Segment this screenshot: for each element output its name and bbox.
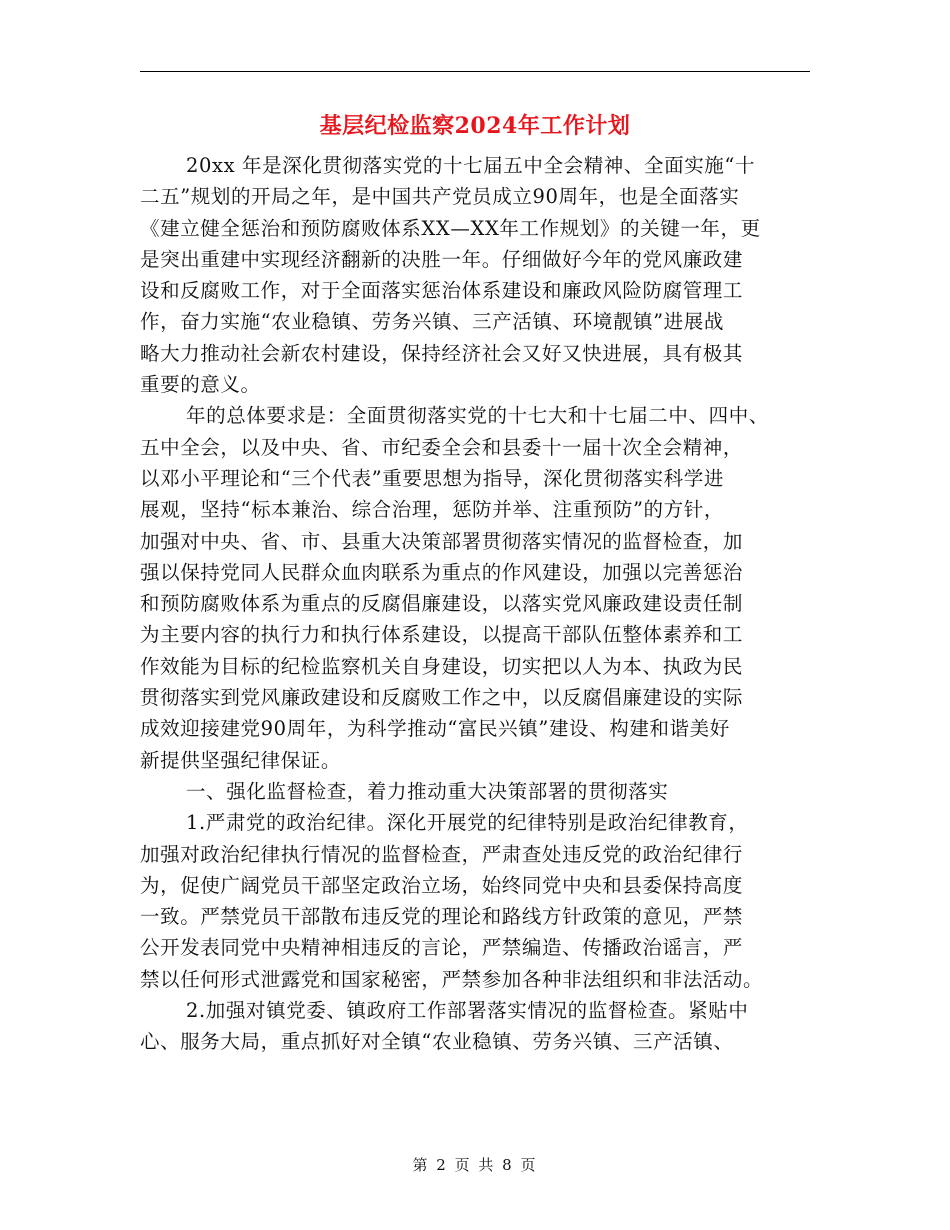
body-line: 展观，坚持“标本兼治、综合治理，惩防并举、注重预防”的方针，: [140, 498, 724, 522]
body-line: 强以保持党同人民群众血肉联系为重点的作风建设，加强以完善惩治: [140, 560, 744, 584]
document-body: [140, 150, 810, 1058]
body-line: 略大力推动社会新农村建设，保持经济社会又好又快进展，具有极其: [140, 341, 744, 365]
body-line: 二五”规划的开局之年，是中国共产党员成立90周年，也是全面落实: [140, 185, 740, 209]
body-line: 以邓小平理论和“三个代表”重要思想为指导，深化贯彻落实科学进: [140, 466, 724, 490]
body-line: 是突出重建中实现经济翻新的决胜一年。仔细做好今年的党风廉政建: [140, 247, 744, 271]
body-line: 重要的意义。: [140, 373, 261, 397]
body-line: 为主要内容的执行力和执行体系建设，以提高干部队伍整体素养和工: [140, 623, 744, 647]
body-line: 心、服务大局，重点抓好对全镇“农业稳镇、劳务兴镇、三产活镇、: [140, 1030, 734, 1054]
body-line: 加强对中央、省、市、县重大决策部署贯彻落实情况的监督检查，加: [140, 529, 744, 553]
header-rule: [140, 71, 810, 72]
body-line: 一致。严禁党员干部散布违反党的理论和路线方针政策的意见，严禁: [140, 905, 744, 929]
body-line: 20xx 年是深化贯彻落实党的十七届五中全会精神、全面实施“十: [186, 154, 756, 177]
body-line: 2.加强对镇党委、镇政府工作部署落实情况的监督检查。紧贴中: [186, 999, 749, 1023]
body-line: 禁以任何形式泄露党和国家秘密，严禁参加各种非法组织和非法活动。: [140, 967, 764, 991]
body-line: 《建立健全惩治和预防腐败体系XX—XX年工作规划》的关键一年，更: [140, 216, 761, 240]
body-line: 年的总体要求是：全面贯彻落实党的十七大和十七届二中、四中、: [186, 404, 769, 428]
body-line: 新提供坚强纪律保证。: [140, 748, 342, 772]
body-line: 贯彻落实到党风廉政建设和反腐败工作之中，以反腐倡廉建设的实际: [140, 686, 744, 710]
page-number: 第 2 页 共 8 页: [412, 1156, 538, 1174]
body-line: 公开发表同党中央精神相违反的言论，严禁编造、传播政治谣言，严: [140, 936, 744, 960]
body-line: 设和反腐败工作，对于全面落实惩治体系建设和廉政风险防腐管理工: [140, 279, 744, 303]
body-line: 1.严肃党的政治纪律。深化开展党的纪律特别是政治纪律教育，: [186, 811, 749, 835]
body-line: 和预防腐败体系为重点的反腐倡廉建设，以落实党风廉政建设责任制: [140, 592, 744, 616]
body-line: 作效能为目标的纪检监察机关自身建设，切实把以人为本、执政为民: [140, 654, 744, 678]
body-line: 加强对政治纪律执行情况的监督检查，严肃查处违反党的政治纪律行: [140, 842, 744, 866]
body-line: 为，促使广阔党员干部坚定政治立场，始终同党中央和县委保持高度: [140, 873, 744, 897]
document-title: 基层纪检监察2024年工作计划: [319, 113, 631, 139]
body-line: 成效迎接建党90周年，为科学推动“富民兴镇”建设、构建和谐美好: [140, 717, 730, 741]
body-line: 一、强化监督检查，着力推动重大决策部署的贯彻落实: [186, 779, 669, 803]
body-line: 作，奋力实施“农业稳镇、劳务兴镇、三产活镇、环境靓镇”进展战: [140, 310, 724, 334]
body-line: 五中全会，以及中央、省、市纪委全会和县委十一届十次全会精神，: [140, 435, 744, 459]
